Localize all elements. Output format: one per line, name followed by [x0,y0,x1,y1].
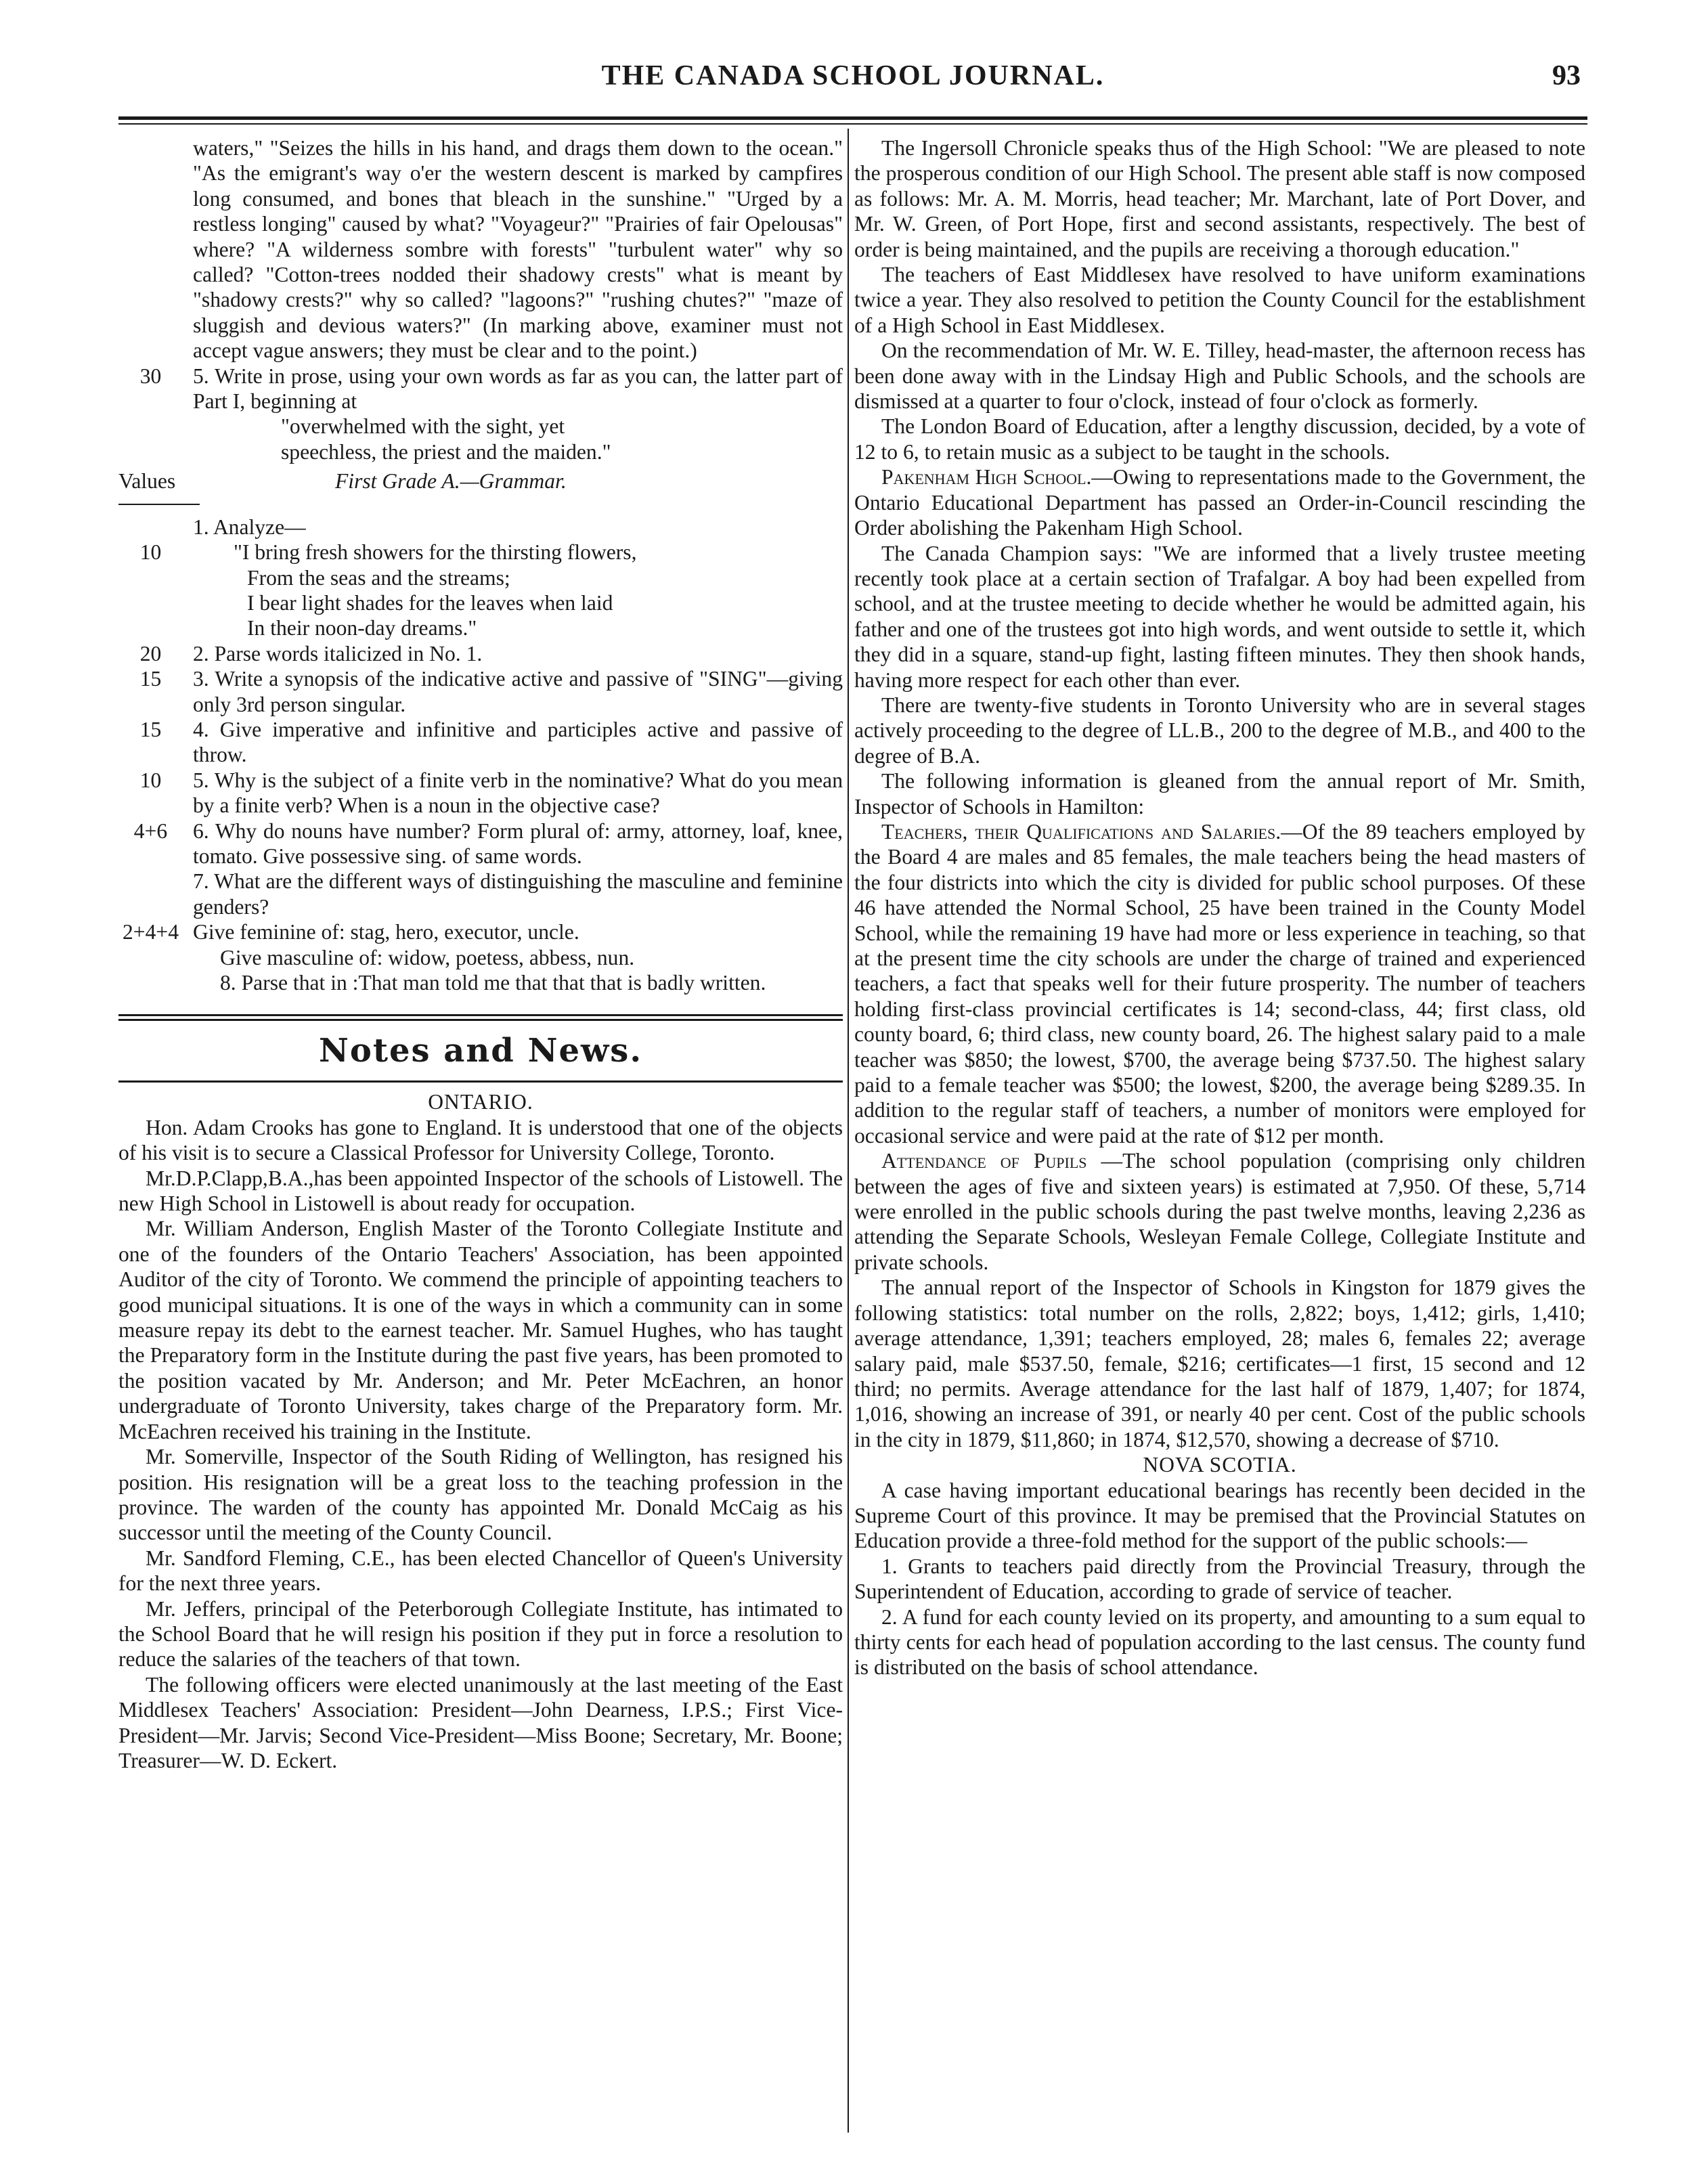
poem-line: In their noon-day dreams." [247,616,477,640]
run-in-heading: Attendance of Pupils [881,1149,1087,1173]
question-value: 20 [139,641,162,665]
question-value: 10 [139,540,162,565]
news-item: The London Board of Education, after a lengthy discussion, decided, by a vote of 12 to 6, to retain music as a subject to be taught in the schools. [854,414,1585,464]
news-item: The teachers of East Middlesex have resolved to have uniform examinations twice a year. They also resolved to petition the County Council for the establishment of a High School in East Middlesex. [854,263,1585,337]
question-text: 3. Write a synopsis of the indicative active and passive of "SING"—giving only 3rd person singular. [193,667,843,716]
heading-rule [118,1014,843,1016]
question [118,717,843,768]
news-text: —The school population (comprising only children between the ages of five and sixteen years) is estimated at 7,950. Of these, 5,714 were enrolled in the public schools during the past twelve months, leaving 2,236 as attending the Separate Schools, Wesleyan Female College, Collegiate Institute and private schools. [854,1149,1585,1274]
values-row [118,468,843,494]
question-8: 8. Parse that in :That man told me that that that is badly written. [220,971,766,995]
question-text: 7. What are the different ways of distinguishing the masculine and feminine genders? [193,869,843,919]
news-item [854,819,1585,1148]
news-item: Mr. Sandford Fleming, C.E., has been elected Chancellor of Queen's University for the next three years. [118,1546,843,1596]
question [118,869,843,919]
news-item: Mr.D.P.Clapp,B.A.,has been appointed Inspector of the schools of Listowell. The new High School in Listowell is about ready for occupation. [118,1166,843,1216]
news-item: The Ingersoll Chronicle speaks thus of the High School: "We are pleased to note the prosperous condition of our High School. The present able staff is now composed as follows: Mr. A. M. Morris, head teacher; Mr. Marchant, late of Port Dover, and Mr. W. Green, of Port Hope, first and second assistants, respectively. The best of order is being maintained, and the pupils are receiving a thorough education." [854,136,1585,261]
question-text: 2. Parse words italicized in No. 1. [193,641,483,665]
analyze-label: 1. Analyze— [193,515,306,539]
question-value: 15 [139,667,162,691]
right-column [854,135,1585,1680]
heading-rule [118,1080,843,1083]
column-divider [848,129,849,2133]
news-text: —Owing to representations made to the Government, the Ontario Educational Department has passed an Order-in-Council rescinding the Order abolishing the Pakenham High School. [854,465,1585,540]
news-item: The following officers were elected unanimously at the last meeting of the East Middlesex Teachers' Association: President—John Dearness, I.P.S.; First Vice-President—Mr. Jarvis; Second Vice-President—Miss Boone; Secretary, Mr. Boone; Treasurer—W. D. Eckert. [118,1672,843,1772]
quote-line: speechless, the priest and the maiden." [281,439,611,464]
nova-scotia-heading: NOVA SCOTIA. [1143,1453,1297,1477]
quote-line: "overwhelmed with the sight, yet [281,414,565,439]
news-item: The annual report of the Inspector of Schools in Kingston for 1879 gives the following statistics: total number on the rolls, 2,822; boys, 1,412; girls, 1,410; average attendance, 1,391; teachers employed, 28; males 6, females 22; average salary paid, male $537.50, female, $216; certificates—1 first, 15 second and 12 third; no permits. Average attendance for the last half of 1879, 1,407; for 1874, 1,016, showing an increase of 391, or nearly 40 per cent. Cost of the public schools in the city in 1879, $11,860; in 1874, $12,570, showing a decrease of $710. [854,1275,1585,1451]
news-item: Mr. Somerville, Inspector of the South Riding of Wellington, has resigned his position. His resignation will be a great loss to the teaching profession in the province. The warden of the county has appointed Mr. Donald McCaig as his successor until the meeting of the County Council. [118,1445,843,1545]
news-item: There are twenty-five students in Toronto University who are in several stages actively proceeding to the degree of LL.B., 200 to the degree of M.B., and 400 to the degree of B.A. [854,693,1585,768]
ontario-heading: ONTARIO. [428,1090,533,1114]
poem-line: From the seas and the streams; [247,565,510,590]
page-number: 93 [1552,60,1581,91]
news-item: Mr. Jeffers, principal of the Peterborough Collegiate Institute, has intimated to the School Board that he will resign his position if they put in force a resolution to reduce the salaries of the teachers of that town. [118,1596,843,1672]
news-item [854,1148,1585,1275]
grammar-title: First Grade A.—Grammar. [335,469,567,494]
run-in-heading: Pakenham High School. [881,465,1092,489]
poem-line: I bear light shades for the leaves when laid [247,590,613,615]
question-text: 6. Why do nouns have number? Form plural of: army, attorney, loaf, knee, tomato. Give possessive sing. of same words. [193,818,843,868]
question [118,641,843,666]
left-column [118,135,843,1773]
question-value: 30 [139,364,162,388]
news-item [854,464,1585,540]
question-text: 4. Give imperative and infinitive and participles active and passive of throw. [193,717,843,767]
question [118,666,843,717]
notes-heading: Notes and News. [318,1032,643,1070]
journal-title: THE CANADA SCHOOL JOURNAL. [601,60,1105,91]
question-value: 15 [139,717,162,741]
values-separator [118,504,200,505]
news-item: On the recommendation of Mr. W. E. Tilley, head-master, the afternoon recess has been done away with in the Lindsay High and Public Schools, and the schools are dismissed at a quarter to four o'clock, instead of four o'clock as formerly. [854,338,1585,414]
header-rule-thin [118,123,1587,125]
question-value: 4+6 [133,818,168,843]
question-text: 5. Why is the subject of a finite verb in the nominative? What do you mean by a finite verb? When is a noun in the objective case? [193,768,843,818]
news-item: 2. A fund for each county levied on its property, and amounting to a sum equal to thirty cents for each head of population according to the last census. The county fund is distributed on the basis of school attendance. [854,1604,1585,1680]
news-item: 1. Grants to teachers paid directly from the Provincial Treasury, through the Superintendent of Education, according to grade of service of teacher. [854,1554,1585,1604]
question-text: Give masculine of: widow, poetess, abbess, nun. [220,945,635,969]
question-text: 5. Write in prose, using your own words as far as you can, the latter part of Part I, beginning at [193,364,843,414]
poem-line: "I bring fresh showers for the thirsting flowers, [234,540,637,565]
news-item: Hon. Adam Crooks has gone to England. It is understood that one of the objects of his visit is to secure a Classical Professor for University College, Toronto. [118,1115,843,1165]
heading-rule [118,1019,843,1021]
question [118,919,843,944]
run-in-heading: Teachers, their Qualifications and Salaries. [881,819,1281,844]
exam-intro: waters," "Seizes the hills in his hand, and drags them down to the ocean." "As the emigrant's way o'er the western descent is marked by campfires long consumed, and bones that bleach in the sunshine." "Urged by a restless longing" caused by what? "Voyageur?" "Prairies of fair Opelousas" where? "A wilderness sombre with forests" "turbulent water" why so called? "Cotton-trees nodded their shadowy crests" what is meant by "shadowy crests?" why so called? "lagoons?" "rushing chutes?" "maze of sluggish and devious waters?" (In marking above, examiner must not accept vague answers; they must be clear and to the point.) [193,136,843,363]
poem-block [118,540,843,641]
header-rule [118,116,1587,120]
values-label: Values [118,469,176,494]
news-item: The Canada Champion says: "We are informed that a lively trustee meeting recently took place at a certain section of Trafalgar. A boy had been expelled from school, and at the trustee meeting to decide whether he would be admitted again, his father and one of the trustees got into high words, and went outside to settle it, which they did in a square, stand-up fight, lasting fifteen minutes. They then shook hands, having more respect for each other than ever. [854,541,1585,692]
question [118,818,843,869]
question [118,768,843,818]
news-item: A case having important educational bearings has recently been decided in the Supreme Court of this province. It may be premised that the Provincial Statutes on Education provide a three-fold method for the support of the public schools:— [854,1478,1585,1553]
question-value: 10 [139,768,162,792]
news-item: Mr. William Anderson, English Master of the Toronto Collegiate Institute and one of the founders of the Ontario Teachers' Association, has been appointed Auditor of the city of Toronto. We commend the principle of appointing teachers to good municipal situations. It is one of the ways in which a community can in some measure repay its debt to the earnest teacher. Mr. Samuel Hughes, who has taught the Preparatory form in the Institute during the past five years, has been promoted to the position vacated by Mr. Anderson; and Mr. Peter McEachren, an honor undergraduate of Toronto University, takes charge of the Preparatory form. Mr. McEachren received his training in the Institute. [118,1217,843,1443]
page-header [118,60,1587,103]
news-text: —Of the 89 teachers employed by the Board 4 are males and 85 females, the male teachers being the head masters of the four districts into which the city is divided for public school purposes. Of these 46 have attended the Normal School, 25 have been trained in the County Model School, while the remaining 19 have had more or less experience in teaching, so that at the present time the city schools are under the charge of trained and experienced teachers, a fact that speaks well for their future prosperity. The number of teachers holding first-class provincial certificates is 14; second-class, 44; first class, old county board, 6; third class, new county board, 26. The highest salary paid to a male teacher was $850; the lowest, $700, the average being $737.50. The highest salary paid to a female teacher was $500; the lowest, $200, the average being $289.35. In addition to the regular staff of teachers, a number of monitors were employed for occasional service and were paid at the rate of $12 per month. [854,819,1585,1148]
question-5 [118,364,843,414]
question-value: 2+4+4 [122,920,179,944]
news-item: The following information is gleaned from the annual report of Mr. Smith, Inspector of Schools in Hamilton: [854,769,1585,818]
question-text: Give feminine of: stag, hero, executor, uncle. [193,920,579,944]
notes-heading-block [118,1014,843,1083]
